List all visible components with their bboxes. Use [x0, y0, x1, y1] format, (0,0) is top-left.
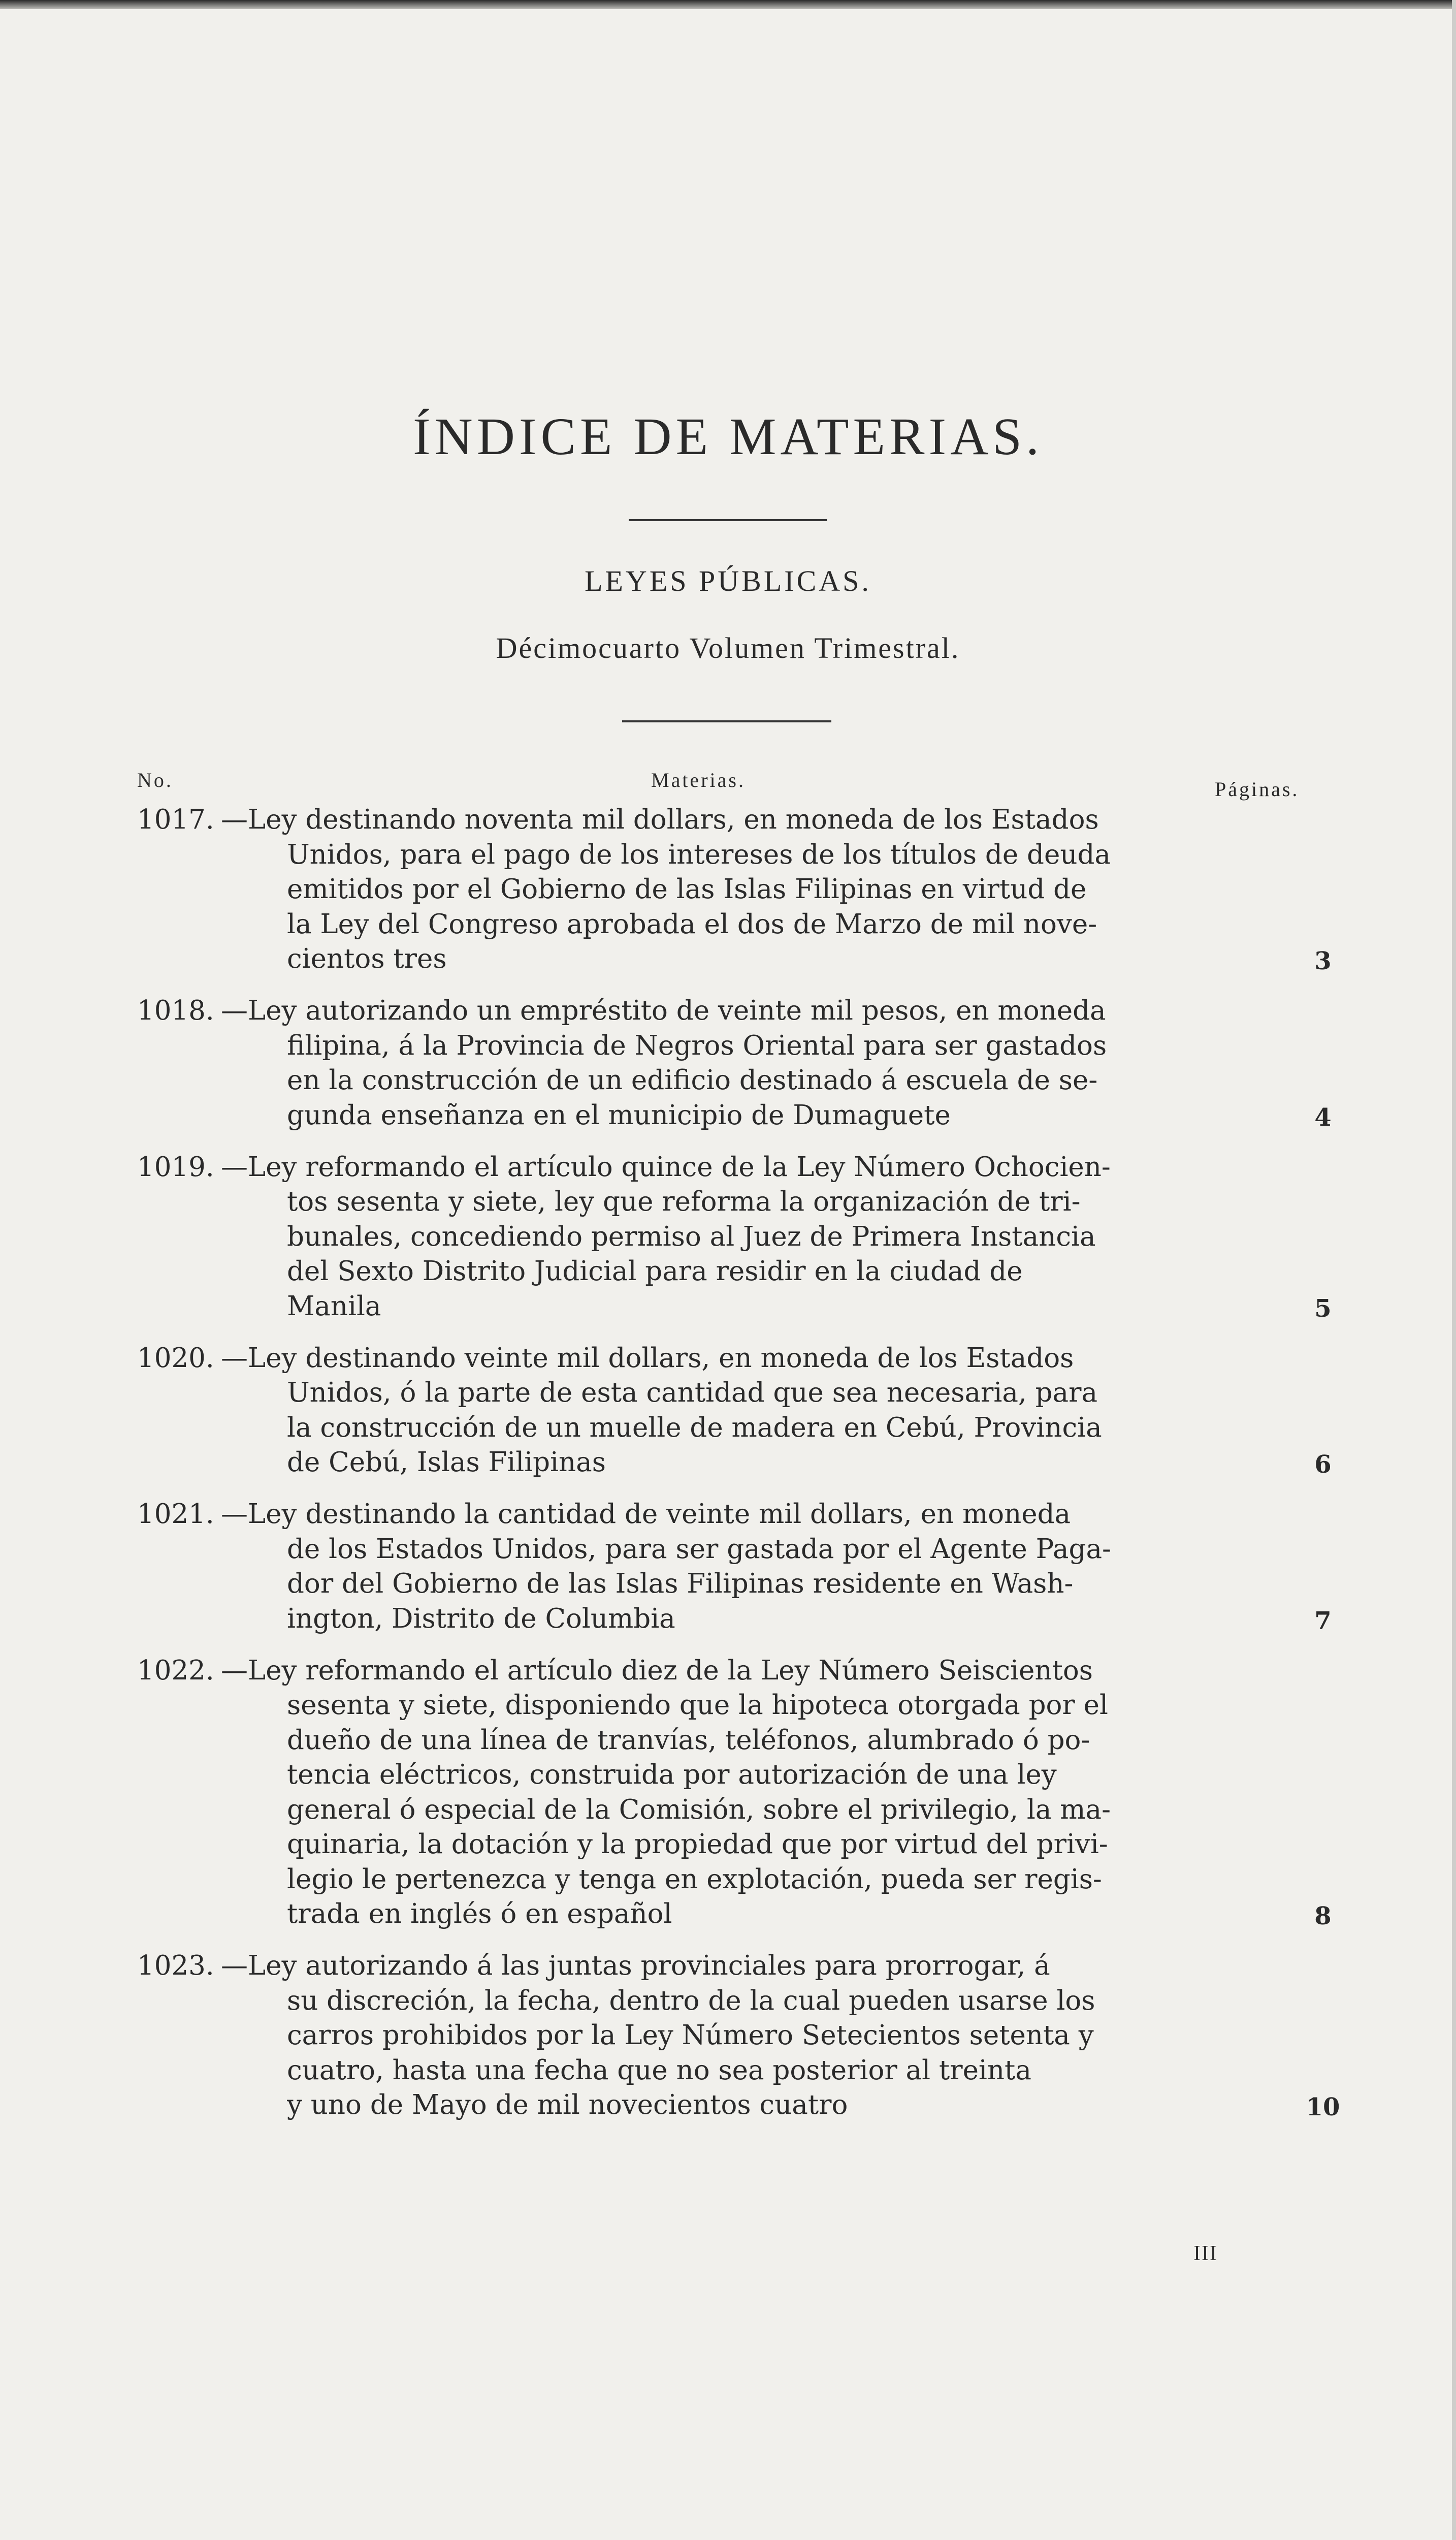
entry-line: su discreción, la fecha, dentro de la cual pueden usarse los — [287, 1985, 1095, 2016]
index-entry — [0, 1341, 1456, 1489]
entry-line: de los Estados Unidos, para ser gastada por el Agente Paga- — [287, 1533, 1111, 1565]
entry-line: —Ley destinando la cantidad de veinte mil dollars, en moneda — [221, 1499, 1071, 1530]
entry-line: —Ley reformando el artículo diez de la Ley Número Seiscientos — [221, 1655, 1093, 1686]
entry-page-number: 6 — [1314, 1450, 1332, 1479]
subtitle-rule — [622, 720, 831, 722]
entry-text — [221, 803, 1224, 986]
entry-line: dor del Gobierno de las Islas Filipinas residente en Wash- — [287, 1568, 1074, 1599]
entry-line: Unidos, ó la parte de esta cantidad que sea necesaria, para — [287, 1377, 1098, 1408]
volume-label: Décimocuarto Volumen Trimestral. — [496, 631, 960, 664]
entry-line: sesenta y siete, disponiendo que la hipoteca otorgada por el — [287, 1690, 1108, 1721]
entry-number: 1023. — [137, 1950, 214, 1981]
entry-line: dueño de una línea de tranvías, teléfonos, alumbrado ó po- — [287, 1724, 1090, 1756]
index-entry — [0, 1654, 1456, 1941]
entry-page-number: 3 — [1314, 947, 1332, 975]
entry-number: 1021. — [137, 1499, 214, 1530]
column-header-paginas: Páginas. — [1215, 778, 1300, 801]
page-title: ÍNDICE DE MATERIAS. — [412, 407, 1044, 466]
entry-line: trada en inglés ó en español — [287, 1898, 672, 1929]
entry-line: en la construcción de un edificio destinado á escuela de se- — [287, 1065, 1098, 1096]
entry-page-number: 5 — [1314, 1294, 1332, 1323]
entry-line: tos sesenta y siete, ley que reforma la organización de tri- — [287, 1186, 1081, 1217]
entry-line: Manila — [287, 1290, 381, 1322]
index-entry — [0, 803, 1456, 986]
entry-line: —Ley destinando noventa mil dollars, en moneda de los Estados — [221, 804, 1099, 835]
entry-text — [221, 1341, 1224, 1489]
title-rule — [629, 519, 827, 521]
entry-line: ington, Distrito de Columbia — [287, 1603, 675, 1634]
entry-page-number: 4 — [1314, 1103, 1332, 1132]
entry-line: —Ley destinando veinte mil dollars, en moneda de los Estados — [221, 1342, 1074, 1374]
entry-text — [221, 1654, 1224, 1941]
entry-line: —Ley autorizando un empréstito de veinte mil pesos, en moneda — [221, 995, 1106, 1026]
entry-line: legio le pertenezca y tenga en explotación, pueda ser regis- — [287, 1863, 1102, 1895]
entry-page-number: 7 — [1314, 1606, 1332, 1635]
entry-line: —Ley reformando el artículo quince de la Ley Número Ochocien- — [221, 1151, 1111, 1183]
entry-line: cuatro, hasta una fecha que no sea posterior al treinta — [287, 2054, 1031, 2086]
entry-number: 1019. — [137, 1151, 214, 1183]
column-header-materias: Materias. — [651, 769, 746, 791]
index-entry — [0, 994, 1456, 1142]
entry-line: y uno de Mayo de mil novecientos cuatro — [287, 2089, 848, 2120]
entry-line: quinaria, la dotación y la propiedad que por virtud del privi- — [287, 1829, 1108, 1860]
index-entries — [0, 803, 1456, 2132]
column-header-no: No. — [137, 769, 173, 791]
entry-number: 1018. — [137, 995, 214, 1026]
entry-line: tencia eléctricos, construida por autorización de una ley — [287, 1759, 1057, 1790]
entry-line: la construcción de un muelle de madera en Cebú, Provincia — [287, 1412, 1102, 1443]
entry-line: Unidos, para el pago de los intereses de los títulos de deuda — [287, 839, 1111, 870]
entry-text — [221, 1497, 1224, 1645]
entry-text — [221, 1150, 1224, 1333]
entry-line: de Cebú, Islas Filipinas — [287, 1447, 606, 1478]
entry-line: gunda enseñanza en el municipio de Dumaguete — [287, 1099, 951, 1131]
entry-page-number: 10 — [1306, 2093, 1340, 2121]
entry-line: del Sexto Distrito Judicial para residir en la ciudad de — [287, 1256, 1023, 1287]
entry-number: 1020. — [137, 1342, 214, 1374]
scan-top-edge — [0, 0, 1456, 9]
index-entry — [0, 1949, 1456, 2132]
section-subtitle: LEYES PÚBLICAS. — [585, 564, 871, 597]
index-entry — [0, 1150, 1456, 1333]
entry-number: 1022. — [137, 1655, 214, 1686]
entry-line: la Ley del Congreso aprobada el dos de Marzo de mil nove- — [287, 908, 1097, 940]
page-folio: III — [1193, 2242, 1218, 2265]
entry-line: filipina, á la Provincia de Negros Oriental para ser gastados — [287, 1030, 1107, 1061]
entry-line: cientos tres — [287, 943, 447, 974]
entry-line: general ó especial de la Comisión, sobre el privilegio, la ma- — [287, 1794, 1111, 1825]
entry-line: carros prohibidos por la Ley Número Setecientos setenta y — [287, 2020, 1094, 2051]
entry-line: bunales, concediendo permiso al Juez de Primera Instancia — [287, 1221, 1096, 1252]
entry-line: emitidos por el Gobierno de las Islas Filipinas en virtud de — [287, 874, 1087, 905]
entry-text — [221, 994, 1224, 1142]
entry-number: 1017. — [137, 804, 214, 835]
entry-page-number: 8 — [1314, 1902, 1332, 1930]
entry-text — [221, 1949, 1224, 2132]
entry-line: —Ley autorizando á las juntas provinciales para prorrogar, á — [221, 1950, 1050, 1981]
index-entry — [0, 1497, 1456, 1645]
